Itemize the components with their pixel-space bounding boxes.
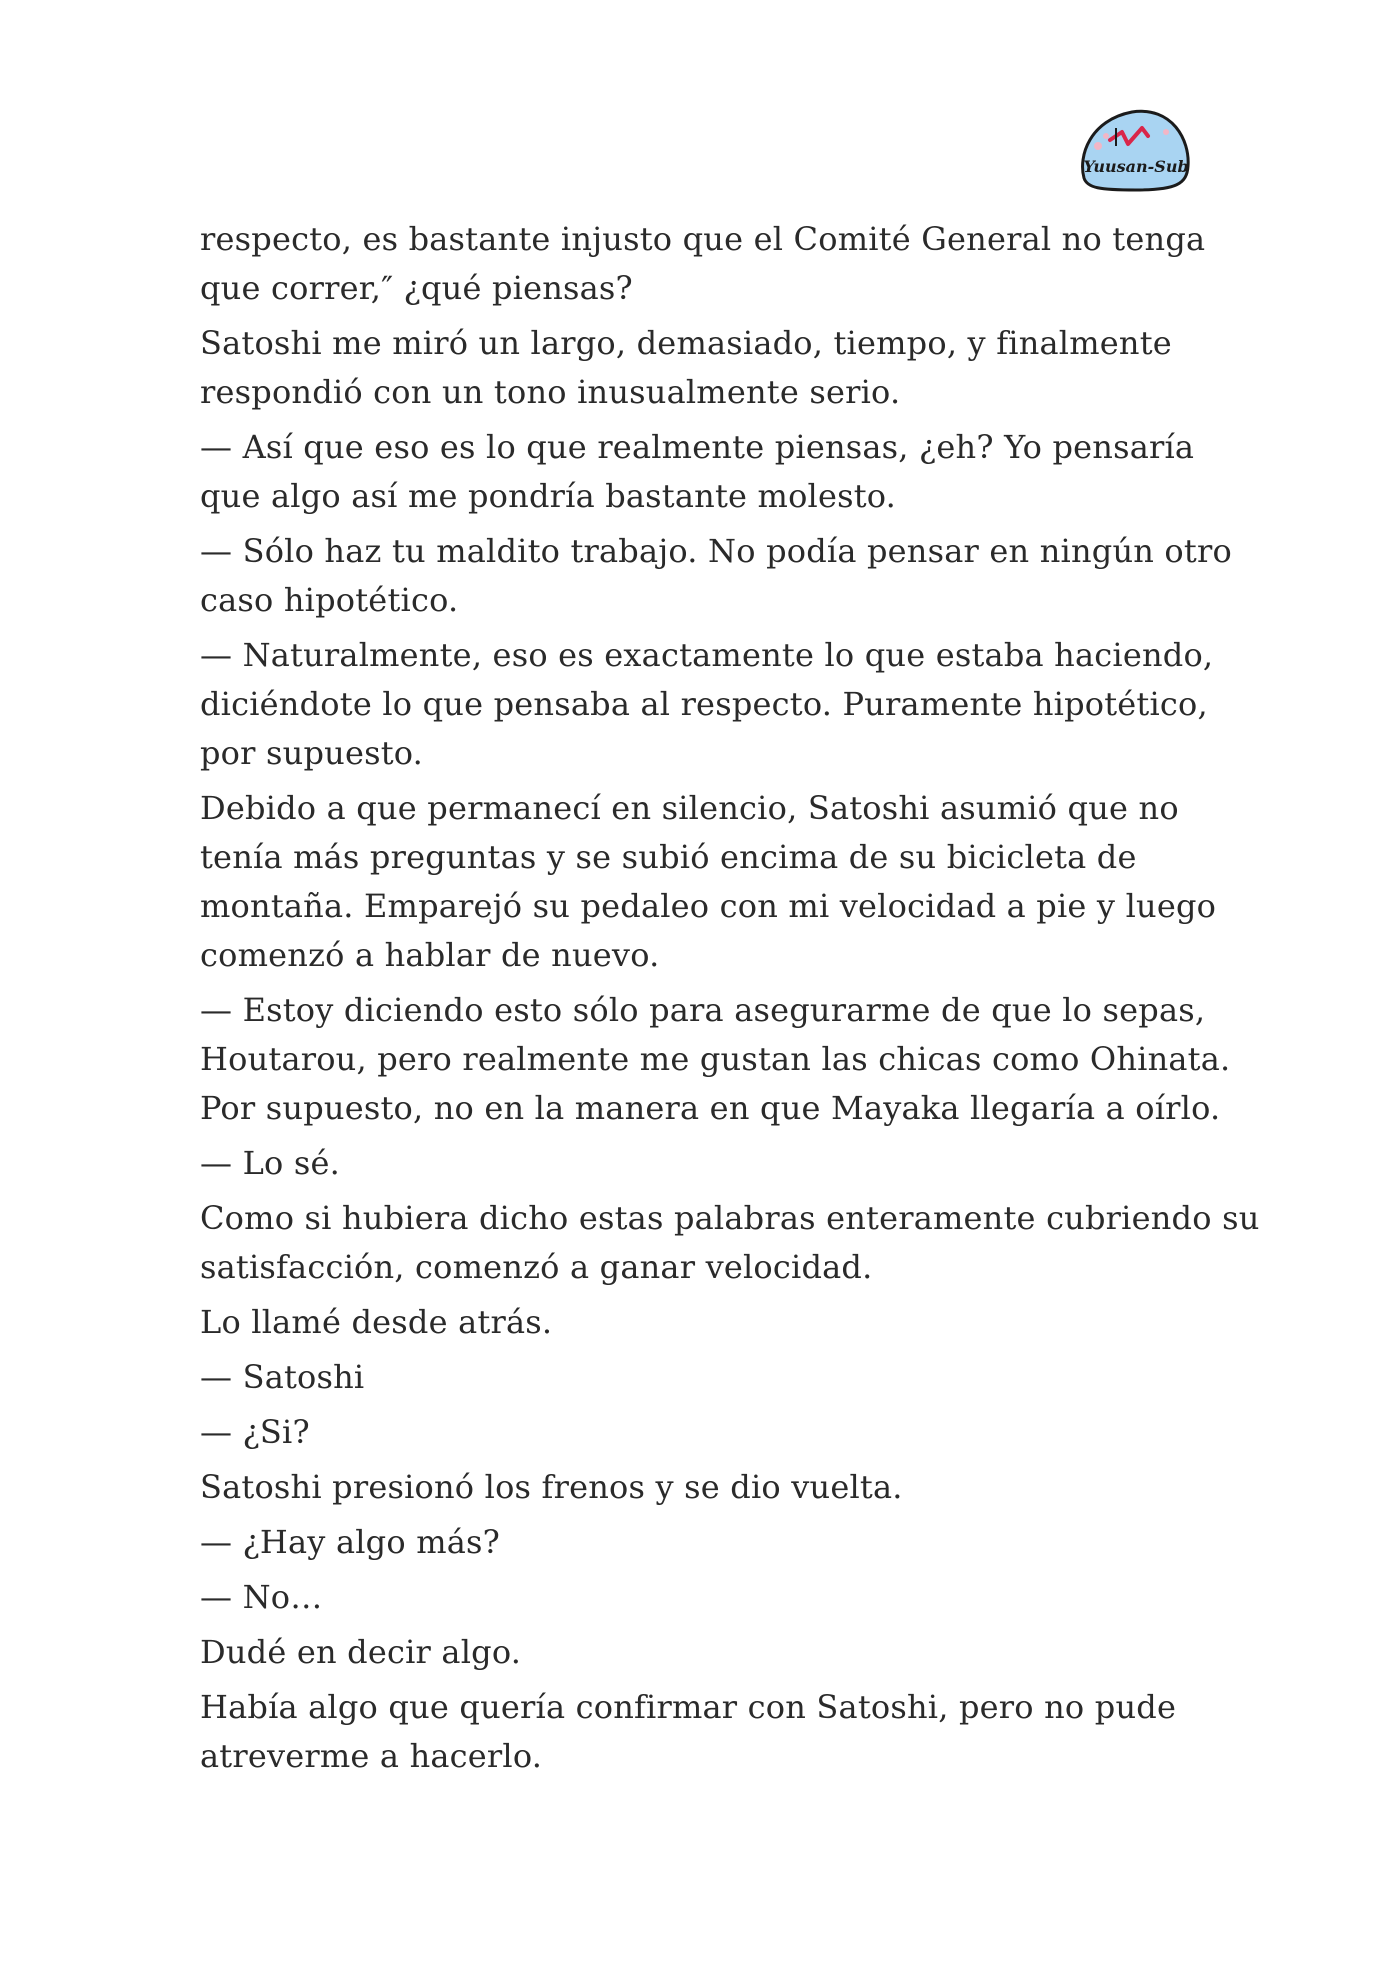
text-line: Satoshi me miró un largo, demasiado, tiempo, y finalmente <box>200 324 1172 362</box>
text-line: caso hipotético. <box>200 581 459 619</box>
text-line: respecto, es bastante injusto que el Comité General no tenga <box>200 220 1206 258</box>
paragraph <box>200 1139 1210 1188</box>
paragraph <box>200 423 1210 521</box>
paragraph <box>200 1194 1260 1292</box>
text-line: respondió con un tono inusualmente serio. <box>200 373 901 411</box>
text-line: Dudé en decir algo. <box>200 1633 522 1671</box>
text-line: Lo llamé desde atrás. <box>200 1303 553 1341</box>
paragraph <box>200 1518 1210 1567</box>
text-line: — Así que eso es lo que realmente piensas, ¿eh? Yo pensaría <box>200 428 1195 466</box>
text-line: comenzó a hablar de nuevo. <box>200 936 660 974</box>
paragraph <box>200 1573 1210 1622</box>
text-line: por supuesto. <box>200 734 424 772</box>
watermark-text: Yuusan-Sub <box>1083 157 1189 176</box>
text-line: tenía más preguntas y se subió encima de su bicicleta de <box>200 838 1137 876</box>
text-line: Por supuesto, no en la manera en que Mayaka llegaría a oírlo. <box>200 1089 1221 1127</box>
paragraph <box>200 631 1214 778</box>
text-line: atreverme a hacerlo. <box>200 1737 543 1775</box>
text-line: que correr,″ ¿qué piensas? <box>200 269 633 307</box>
text-line: Satoshi presionó los frenos y se dio vuelta. <box>200 1468 903 1506</box>
paragraph <box>200 319 1210 417</box>
paragraph <box>200 1298 1210 1347</box>
text-line: — Naturalmente, eso es exactamente lo que estaba haciendo, <box>200 636 1214 674</box>
text-line: Había algo que quería confirmar con Satoshi, pero no pude <box>200 1688 1177 1726</box>
text-line: — Lo sé. <box>200 1144 340 1182</box>
text-line: Debido a que permanecí en silencio, Satoshi asumió que no <box>200 789 1179 827</box>
paragraph <box>200 784 1217 980</box>
paragraph <box>200 1353 1210 1402</box>
paragraph <box>200 1628 1210 1677</box>
paragraph <box>200 215 1210 313</box>
watermark-badge <box>1076 106 1194 196</box>
yuusan-sub-watermark-logo <box>1076 106 1194 196</box>
text-line: — No… <box>200 1578 323 1616</box>
text-line: — Estoy diciendo esto sólo para asegurarme de que lo sepas, <box>200 991 1206 1029</box>
text-line: Houtarou, pero realmente me gustan las chicas como Ohinata. <box>200 1040 1231 1078</box>
text-line: montaña. Emparejó su pedaleo con mi velocidad a pie y luego <box>200 887 1217 925</box>
text-line: — ¿Si? <box>200 1413 310 1451</box>
text-line: satisfacción, comenzó a ganar velocidad. <box>200 1248 873 1286</box>
novel-page-text <box>200 215 1260 1787</box>
paragraph <box>200 527 1232 625</box>
text-line: — Sólo haz tu maldito trabajo. No podía pensar en ningún otro <box>200 532 1232 570</box>
text-line: — ¿Hay algo más? <box>200 1523 500 1561</box>
paragraph <box>200 986 1231 1133</box>
text-line: diciéndote lo que pensaba al respecto. Puramente hipotético, <box>200 685 1208 723</box>
text-line: Como si hubiera dicho estas palabras enteramente cubriendo su <box>200 1199 1260 1237</box>
text-line: — Satoshi <box>200 1358 365 1396</box>
paragraph <box>200 1463 1210 1512</box>
paragraph <box>200 1408 1210 1457</box>
text-line: que algo así me pondría bastante molesto. <box>200 477 897 515</box>
paragraph <box>200 1683 1210 1781</box>
